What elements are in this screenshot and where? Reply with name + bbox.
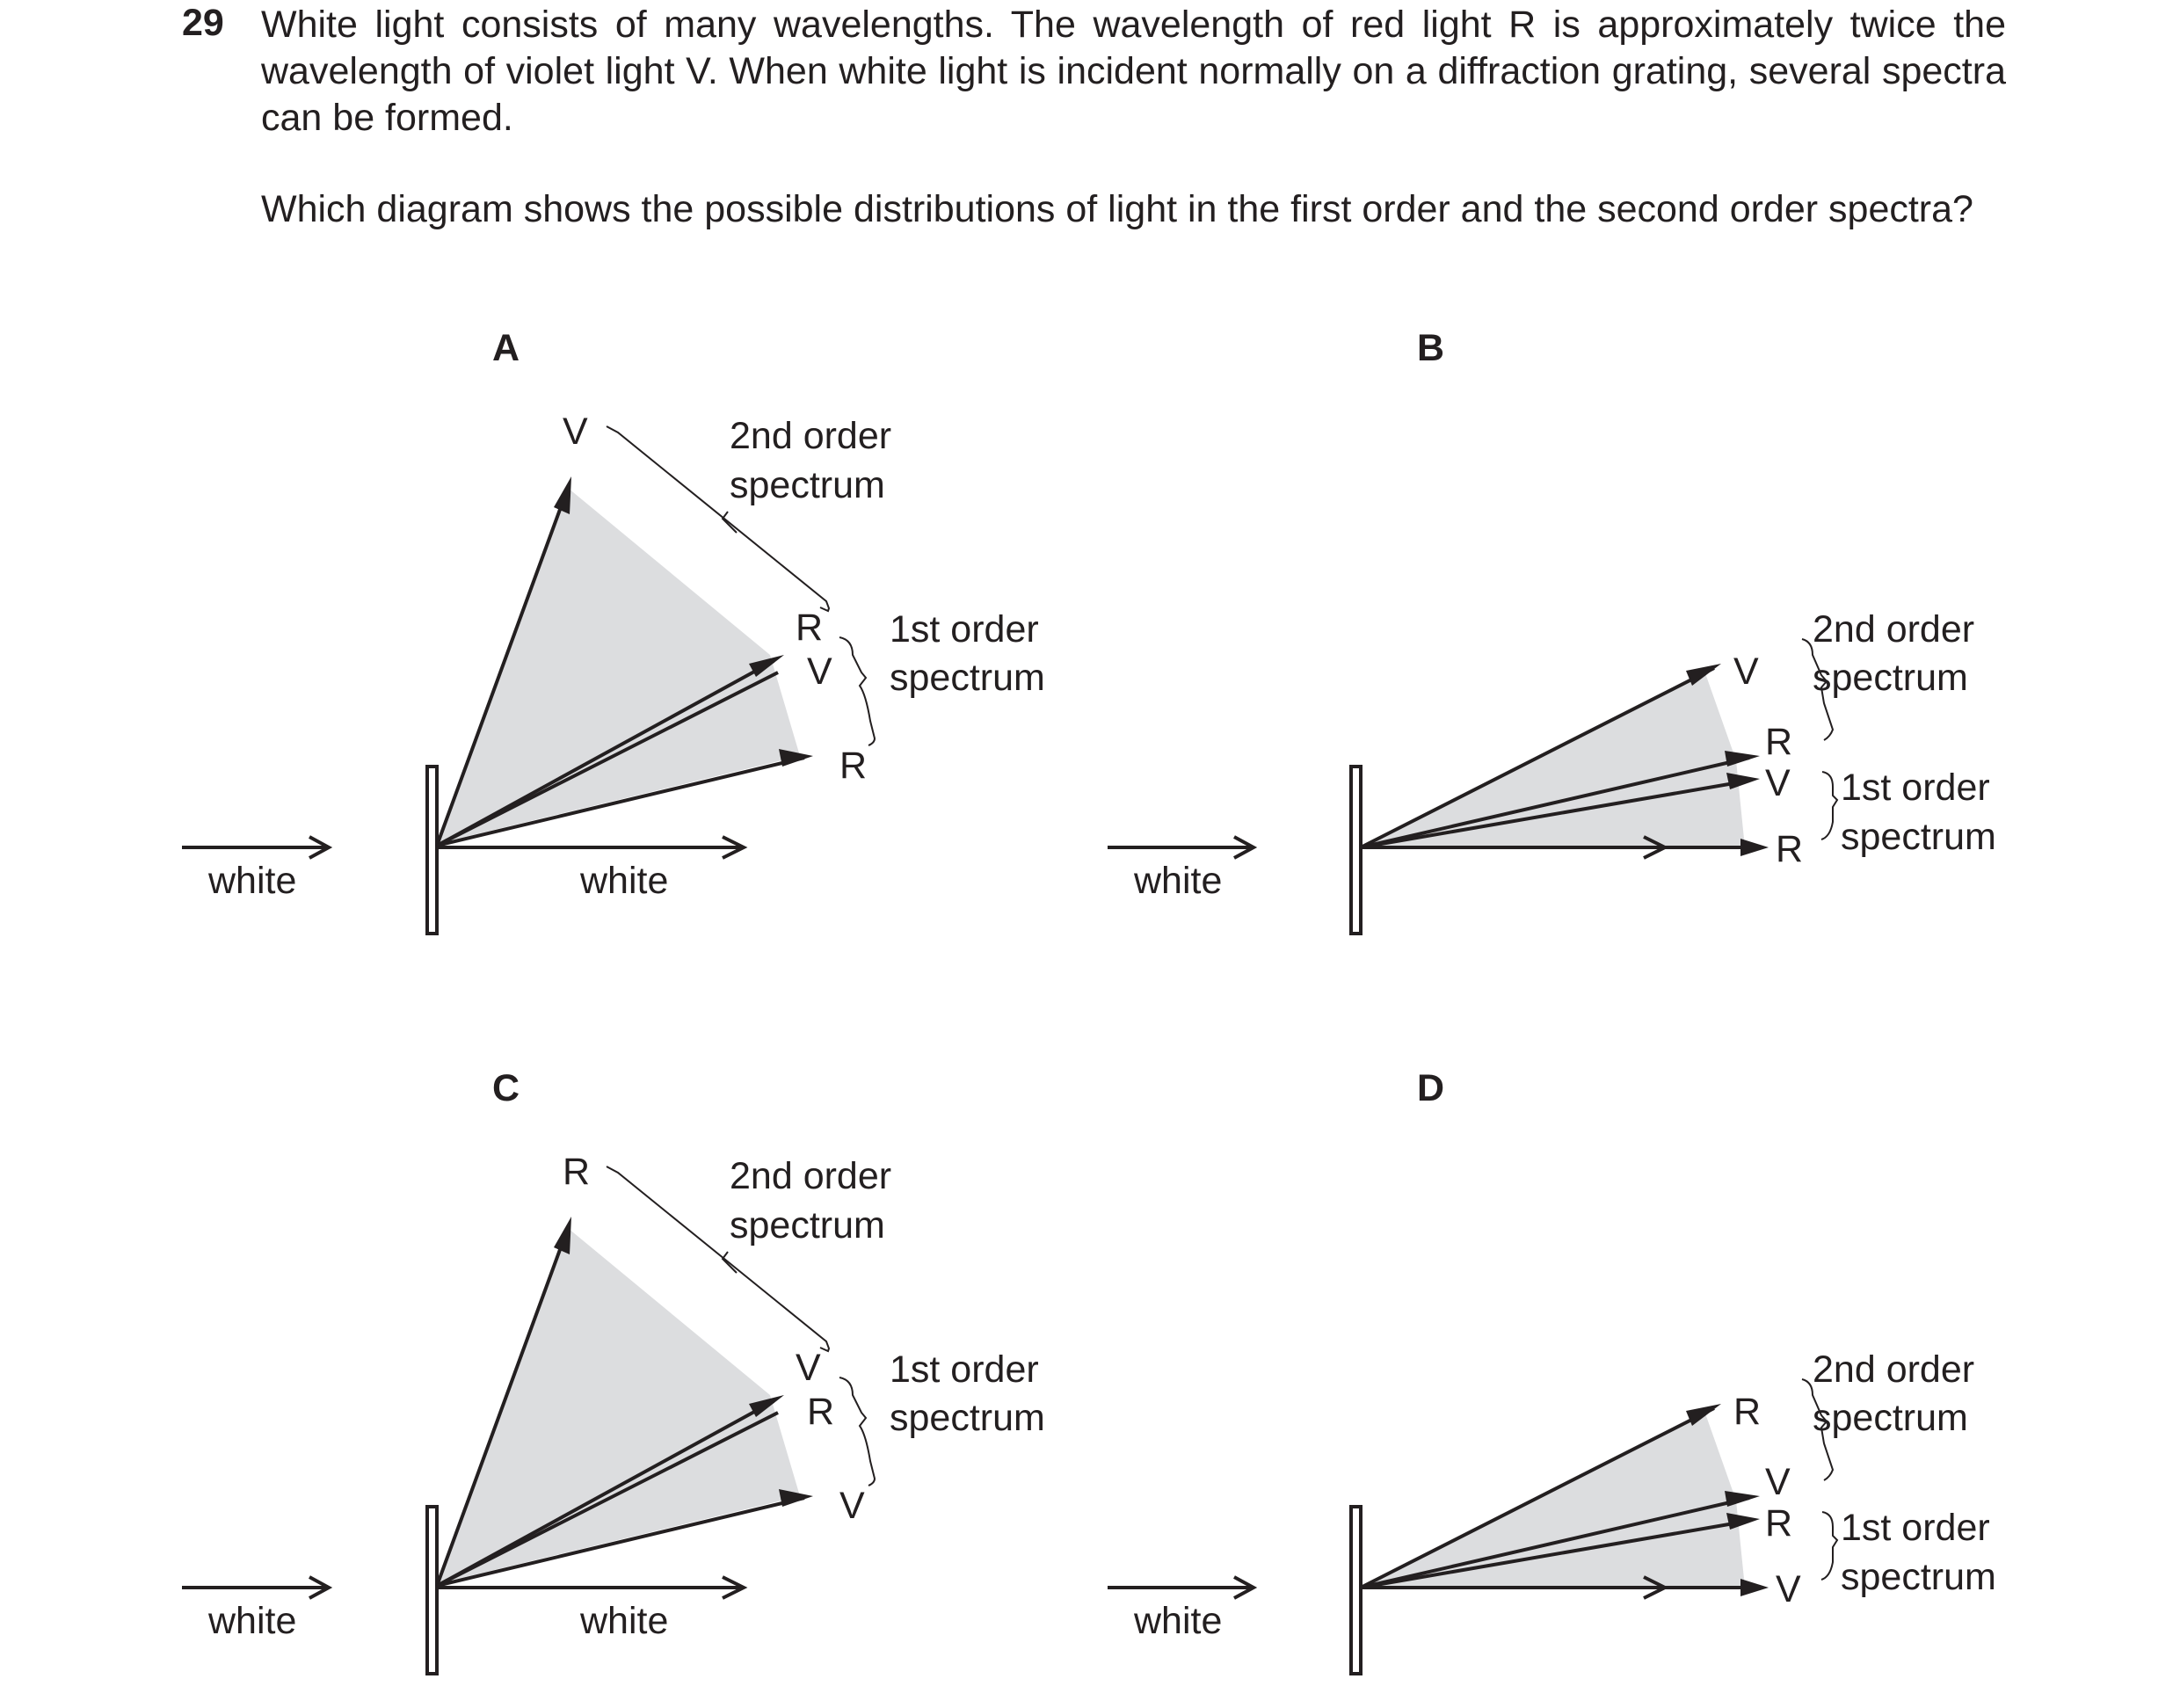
label-2nd-spectrum: spectrum <box>730 1204 885 1246</box>
label-second-order-outer: R <box>1733 1391 1762 1433</box>
label-first-order-inner: V <box>1776 1568 1801 1610</box>
label-1st-order: 1st order <box>1841 767 1990 809</box>
label-second-order-inner: R <box>796 607 824 649</box>
label-2nd-spectrum: spectrum <box>1813 657 1968 699</box>
label-first-order-inner: R <box>1776 828 1804 870</box>
label-second-order-outer: R <box>563 1151 591 1193</box>
option-d-letter: D <box>1417 1067 1445 1109</box>
label-2nd-spectrum: spectrum <box>730 464 885 506</box>
label-1st-spectrum: spectrum <box>1841 1556 1996 1598</box>
label-white-transmitted: white <box>580 1600 669 1642</box>
option-b-letter: B <box>1417 327 1445 369</box>
label-second-order-inner: V <box>796 1347 821 1389</box>
label-first-order-outer: R <box>807 1391 835 1433</box>
label-1st-spectrum: spectrum <box>1841 816 1996 858</box>
question-intro: White light consists of many wavelengths. The wavelength of red light R is approximately twice the wavelength of violet light V. When white light is incident normally on a diffraction grating, several spectra can be formed. <box>261 4 2006 139</box>
diffraction-grating <box>427 1507 437 1674</box>
arrowhead-icon <box>554 476 571 514</box>
label-first-order-inner: V <box>839 1485 865 1527</box>
spectrum-shading <box>436 488 800 844</box>
label-white-incident: white <box>1134 860 1223 902</box>
arrowhead-icon <box>1726 1513 1760 1530</box>
question-prompt: Which diagram shows the possible distributions of light in the first order and the second order spectra? <box>261 188 1973 230</box>
label-2nd-spectrum: spectrum <box>1813 1397 1968 1439</box>
brace-first-order <box>839 637 875 745</box>
arrowhead-icon <box>1725 751 1760 767</box>
arrowhead-icon <box>1740 1579 1769 1596</box>
label-second-order-inner: V <box>1765 1461 1791 1503</box>
label-first-order-outer: R <box>1765 1502 1793 1544</box>
label-first-order-outer: V <box>807 650 832 693</box>
option-a-letter: A <box>492 327 520 369</box>
label-1st-order: 1st order <box>1841 1507 1990 1549</box>
label-2nd-order: 2nd order <box>1813 608 1975 650</box>
diffraction-grating <box>1351 1507 1361 1674</box>
brace-first-order <box>1821 772 1837 839</box>
label-2nd-order: 2nd order <box>730 1155 892 1197</box>
spectrum-shading <box>1363 673 1745 847</box>
label-2nd-order: 2nd order <box>730 415 892 457</box>
label-1st-spectrum: spectrum <box>890 657 1045 699</box>
question-number: 29 <box>182 2 224 44</box>
label-2nd-order: 2nd order <box>1813 1348 1975 1391</box>
label-second-order-inner: R <box>1765 721 1793 763</box>
spectrum-shading <box>1363 1414 1745 1588</box>
option-c[interactable] <box>182 1067 1045 1674</box>
arrowhead-icon <box>554 1217 571 1254</box>
option-d[interactable] <box>1108 1067 1996 1674</box>
arrowhead-icon <box>1726 773 1760 789</box>
brace-first-order <box>1821 1512 1837 1580</box>
label-white-incident: white <box>1134 1600 1223 1642</box>
label-white-incident: white <box>208 1600 297 1642</box>
label-white-incident: white <box>208 860 297 902</box>
label-1st-spectrum: spectrum <box>890 1397 1045 1439</box>
label-second-order-outer: V <box>1733 650 1759 693</box>
diffraction-grating <box>427 767 437 934</box>
brace-first-order <box>839 1377 875 1486</box>
arrowhead-icon <box>1725 1491 1760 1507</box>
option-b[interactable] <box>1108 327 1996 934</box>
spectrum-shading <box>436 1228 800 1584</box>
label-1st-order: 1st order <box>890 608 1039 650</box>
option-c-letter: C <box>492 1067 520 1109</box>
label-white-transmitted: white <box>580 860 669 902</box>
diffraction-grating <box>1351 767 1361 934</box>
label-second-order-outer: V <box>563 411 588 453</box>
label-1st-order: 1st order <box>890 1348 1039 1391</box>
arrowhead-icon <box>1740 839 1769 856</box>
option-a[interactable] <box>182 327 1045 934</box>
label-first-order-outer: V <box>1765 762 1791 804</box>
label-first-order-inner: R <box>839 745 868 787</box>
